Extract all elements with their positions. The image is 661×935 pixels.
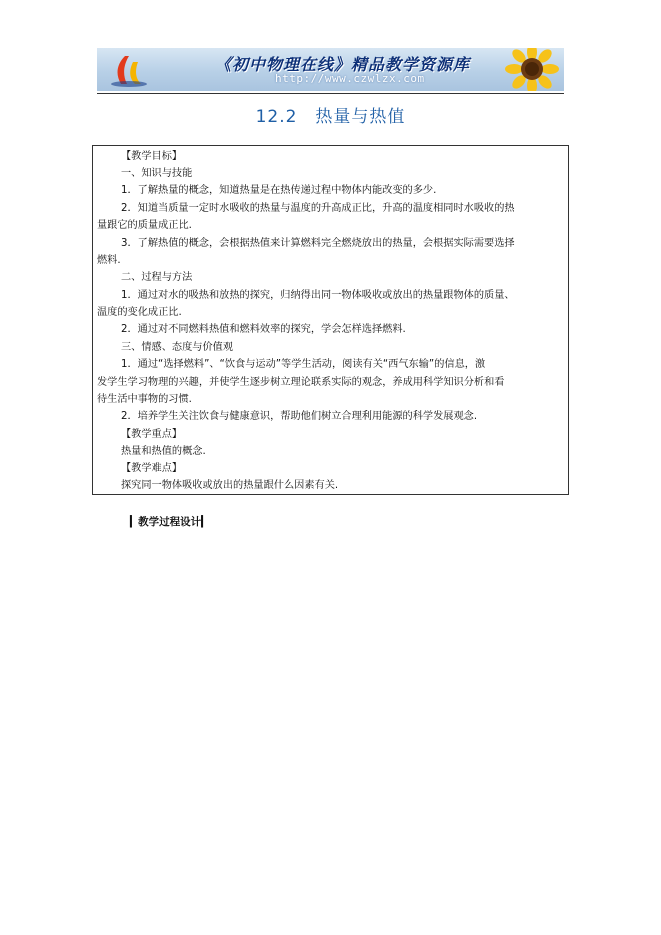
objectives-line: 2．通过对不同燃料热值和燃料效率的探究，学会怎样选择燃料. bbox=[121, 324, 406, 335]
objectives-line: 发学生学习物理的兴趣，并使学生逐步树立理论联系实际的观念，养成用科学知识分析和看 bbox=[97, 377, 505, 388]
header-rule bbox=[97, 93, 564, 94]
objectives-line: 量跟它的质量成正比. bbox=[97, 220, 192, 231]
objectives-line: 燃料. bbox=[97, 255, 121, 266]
header-banner bbox=[97, 48, 564, 91]
objectives-line: 【教学难点】 bbox=[121, 463, 183, 474]
objectives-line: 二、过程与方法 bbox=[121, 272, 193, 283]
page-title: 12.2 热量与热值 bbox=[255, 107, 406, 127]
objectives-line: 热量和热值的概念. bbox=[121, 446, 206, 457]
objectives-line: 【教学重点】 bbox=[121, 429, 183, 440]
objectives-line: 2．培养学生关注饮食与健康意识，帮助他们树立合理利用能源的科学发展观念. bbox=[121, 411, 478, 422]
section-heading: ▎教学过程设计▎ bbox=[130, 516, 210, 528]
objectives-line: 三、情感、态度与价值观 bbox=[121, 342, 234, 353]
objectives-line: 1．通过对水的吸热和放热的探究，归纳得出同一物体吸收或放出的热量跟物体的质量、 bbox=[121, 290, 515, 301]
logo-icon bbox=[107, 52, 151, 88]
objectives-line: 【教学目标】 bbox=[121, 151, 183, 162]
objectives-line: 一、知识与技能 bbox=[121, 168, 193, 179]
objectives-line: 1．了解热量的概念，知道热量是在热传递过程中物体内能改变的多少. bbox=[121, 185, 437, 196]
banner-url: http://www.czwlzx.com bbox=[275, 72, 425, 85]
banner-title: 《初中物理在线》精品教学资源库 bbox=[215, 55, 471, 74]
objectives-box bbox=[92, 145, 569, 495]
objectives-line: 3．了解热值的概念，会根据热值来计算燃料完全燃烧放出的热量，会根据实际需要选择 bbox=[121, 238, 515, 249]
objectives-line: 温度的变化成正比. bbox=[97, 307, 182, 318]
sunflower-icon bbox=[502, 48, 562, 91]
objectives-line: 探究同一物体吸收或放出的热量跟什么因素有关. bbox=[121, 480, 339, 491]
objectives-line: 2．知道当质量一定时水吸收的热量与温度的升高成正比，升高的温度相同时水吸收的热 bbox=[121, 203, 515, 214]
objectives-line: 1．通过“选择燃料”、“饮食与运动”等学生活动，阅读有关“西气东输”的信息，激 bbox=[121, 359, 486, 370]
objectives-line: 待生活中事物的习惯. bbox=[97, 394, 192, 405]
